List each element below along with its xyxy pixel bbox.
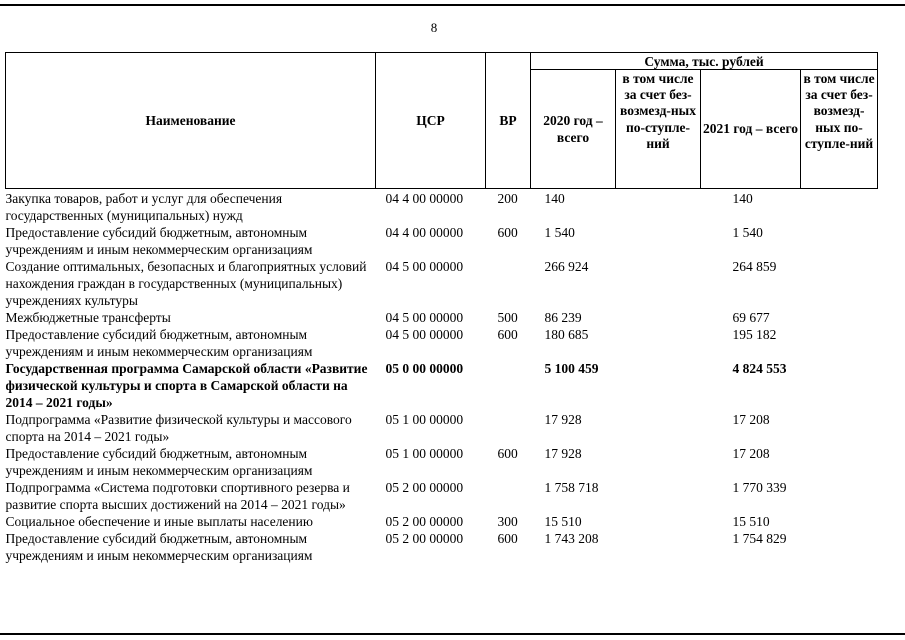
cell-2021-free (801, 445, 878, 479)
cell-2020-total: 180 685 (544, 327, 589, 342)
cell-2020-total: 266 924 (544, 259, 589, 274)
cell-2020-total: 86 239 (544, 310, 582, 325)
cell-2021-total: 1 770 339 (732, 480, 787, 495)
table-row (6, 326, 878, 360)
cell-2020-total: 5 100 459 (544, 361, 599, 376)
cell-2021-total: 4 824 553 (732, 361, 787, 376)
table-header (6, 53, 878, 189)
cell-name: Предоставление субсидий бюджетным, автономным учреждениям и иным некоммерческим организациям (5, 327, 313, 359)
cell-name: Закупка товаров, работ и услуг для обеспечения государственных (муниципальных) нужд (5, 191, 283, 223)
bottom-rule (0, 633, 905, 635)
cell-vr: 600 (497, 327, 518, 342)
cell-2021-total: 195 182 (732, 327, 777, 342)
cell-csr: 04 4 00 00000 (385, 225, 464, 240)
cell-2021-total: 17 208 (732, 446, 770, 461)
cell-2020-free (616, 530, 701, 564)
cell-2020-free (616, 326, 701, 360)
table-row (6, 309, 878, 326)
cell-2020-free (616, 411, 701, 445)
cell-2020-total: 15 510 (544, 514, 582, 529)
cell-2021-free (801, 479, 878, 513)
cell-csr: 05 1 00 00000 (385, 412, 464, 427)
cell-name: Создание оптимальных, безопасных и благоприятных условий нахождения граждан в государственных (муниципальных) учреждениях культуры (5, 259, 367, 308)
table-row (6, 189, 878, 225)
cell-2020-total: 17 928 (544, 412, 582, 427)
cell-2021-total: 17 208 (732, 412, 770, 427)
cell-2021-free (801, 513, 878, 530)
cell-2021-total: 1 540 (732, 225, 763, 240)
header-vr: ВР (486, 53, 531, 189)
cell-vr (486, 479, 531, 513)
cell-csr: 04 5 00 00000 (385, 310, 464, 325)
cell-name: Подпрограмма «Система подготовки спортивного резерва и развитие спорта высших достижений на 2014 – 2021 годы» (5, 480, 350, 512)
cell-2020-free (616, 479, 701, 513)
cell-vr (486, 360, 531, 411)
cell-2021-free (801, 326, 878, 360)
cell-vr: 600 (497, 446, 518, 461)
cell-name: Предоставление субсидий бюджетным, автономным учреждениям и иным некоммерческим организациям (5, 531, 313, 563)
cell-2020-total: 17 928 (544, 446, 582, 461)
cell-name: Межбюджетные трансферты (5, 310, 171, 325)
header-2021-free: в том числе за счет без-возмезд-ных по-ступле-ний (801, 70, 878, 189)
cell-csr: 04 5 00 00000 (385, 327, 464, 342)
cell-vr: 200 (497, 191, 518, 206)
header-name: Наименование (6, 53, 376, 189)
table-row (6, 411, 878, 445)
header-csr: ЦСР (376, 53, 486, 189)
cell-2021-total: 264 859 (732, 259, 777, 274)
cell-2020-total: 1 540 (544, 225, 575, 240)
cell-vr (486, 411, 531, 445)
top-rule (0, 4, 905, 6)
cell-csr: 05 0 00 00000 (385, 361, 464, 376)
cell-csr: 05 1 00 00000 (385, 446, 464, 461)
table-row (6, 445, 878, 479)
cell-2020-total: 1 743 208 (544, 531, 599, 546)
cell-2020-free (616, 360, 701, 411)
page-number: 8 (430, 20, 438, 35)
cell-name: Государственная программа Самарской области «Развитие физической культуры и спорта в Самарской области на 2014 – 2021 годы» (5, 361, 368, 410)
cell-csr: 05 2 00 00000 (385, 514, 464, 529)
cell-2021-free (801, 258, 878, 309)
cell-2020-free (616, 513, 701, 530)
cell-2021-free (801, 224, 878, 258)
cell-csr: 05 2 00 00000 (385, 480, 464, 495)
header-2021-total: 2021 год – всего (701, 70, 801, 189)
cell-name: Подпрограмма «Развитие физической культуры и массового спорта на 2014 – 2021 годы» (5, 412, 352, 444)
cell-vr: 500 (497, 310, 518, 325)
cell-2020-total: 140 (544, 191, 565, 206)
cell-2020-free (616, 309, 701, 326)
table-body (6, 189, 878, 565)
header-2020-free: в том числе за счет без-возмезд-ных по-ступле-ний (616, 70, 701, 189)
cell-2021-total: 140 (732, 191, 753, 206)
cell-2021-free (801, 309, 878, 326)
cell-2020-free (616, 258, 701, 309)
table-row (6, 258, 878, 309)
cell-2020-free (616, 189, 701, 225)
header-2020-total: 2020 год – всего (531, 70, 616, 189)
cell-vr: 300 (497, 514, 518, 529)
cell-2020-total: 1 758 718 (544, 480, 599, 495)
cell-csr: 04 5 00 00000 (385, 259, 464, 274)
cell-name: Предоставление субсидий бюджетным, автономным учреждениям и иным некоммерческим организациям (5, 225, 313, 257)
cell-2021-free (801, 411, 878, 445)
cell-name: Предоставление субсидий бюджетным, автономным учреждениям и иным некоммерческим организациям (5, 446, 313, 478)
cell-2021-free (801, 189, 878, 225)
table-row (6, 224, 878, 258)
table-row (6, 360, 878, 411)
budget-table (5, 52, 878, 564)
cell-csr: 04 4 00 00000 (385, 191, 464, 206)
cell-2021-free (801, 360, 878, 411)
table-row (6, 530, 878, 564)
cell-2021-total: 1 754 829 (732, 531, 787, 546)
cell-vr (486, 258, 531, 309)
cell-2020-free (616, 445, 701, 479)
cell-2021-free (801, 530, 878, 564)
table-row (6, 513, 878, 530)
cell-2020-free (616, 224, 701, 258)
cell-vr: 600 (497, 225, 518, 240)
cell-2021-total: 15 510 (732, 514, 770, 529)
table-row (6, 479, 878, 513)
cell-name: Социальное обеспечение и иные выплаты населению (5, 514, 313, 529)
header-sum-group: Сумма, тыс. рублей (531, 53, 878, 70)
cell-csr: 05 2 00 00000 (385, 531, 464, 546)
cell-2021-total: 69 677 (732, 310, 770, 325)
cell-vr: 600 (497, 531, 518, 546)
